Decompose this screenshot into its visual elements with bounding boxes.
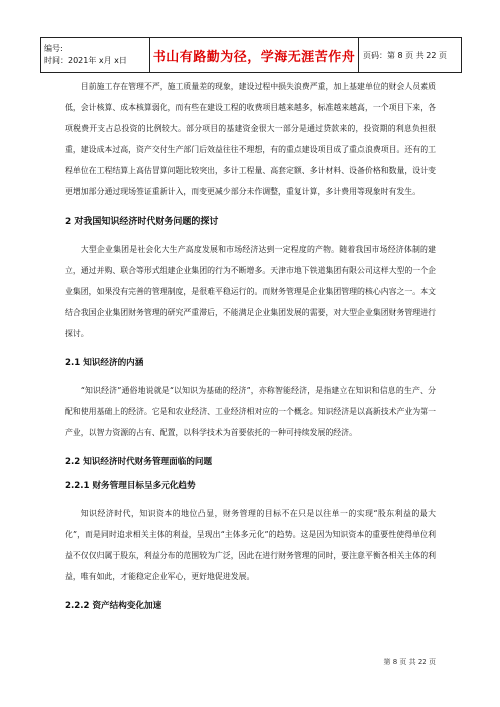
header-number-label: 编号: bbox=[44, 44, 63, 53]
paragraph-construction: 目前施工存在管理不严，施工质量差的现象，建设过程中损失浪费严重，加上基建单位的财会人员素质低，会计核算、成本核算弱化，而有些在建设工程的收费项目越来越多，标准越来越高，一个项目下来，各项税费开支占总投资的比例较大。部分项目的基建资金很大一部分是通过贷款来的，投资期的利息负担很重，建设成本过高，资产交付生产部门后效益往往不理想，有的重点建设项目成了重点浪费项目。还有的工程单位在工程结算上高估冒算问题比较突出，多计工程量、高套定额、多计材料、设备价格和数量，设计变更增加部分通过现场签证重新计入，而变更减少部分未作调整，重复计算，多计费用等现象时有发生。 bbox=[65, 82, 436, 196]
paragraph-knowledge-economy: “知识经济”通俗地说就是“以知识为基础的经济”，亦称智能经济，是指建立在知识和信息的生产、分配和使用基础上的经济。它是和农业经济、工业经济相对应的一个概念。知识经济是以高新技术产业为第一产业，以智力资源的占有、配置，以科学技术为首要依托的一种可持续发展的经济。 bbox=[65, 386, 436, 437]
section-heading-2-2-2: 2.2.2 资产结构变化加速 bbox=[65, 601, 162, 611]
section-heading-2-1: 2.1 知识经济的内涵 bbox=[65, 358, 144, 368]
header-time-label: 时间：2021年 x月 x日 bbox=[44, 56, 127, 65]
page-header bbox=[40, 37, 462, 73]
paragraph-financial-goal: 知识经济时代，知识资本的地位凸显，财务管理的目标不在只是以往单一的实现“股东利益的最大化”，而是同时追求相关主体的利益，呈现出“主体多元化”的趋势。这是因为知识资本的重要性使得单位利益不仅仅归属于股东，利益分布的范围较为广泛，因此在进行财务管理的同时，要注意平衡各相关主体的利益，唯有如此，才能稳定企业军心，更好地促进发展。 bbox=[65, 509, 436, 581]
header-motto: 书山有路勤为径，学海无涯苦作舟 bbox=[152, 49, 356, 65]
page-footer: 第 8 页 共 22 页 bbox=[383, 658, 436, 666]
header-page-cell bbox=[359, 38, 461, 72]
document-body bbox=[65, 76, 436, 623]
section-heading-2-2-1: 2.2.1 财务管理目标呈多元化趋势 bbox=[65, 481, 196, 491]
section-heading-2-2: 2.2 知识经济时代财务管理面临的问题 bbox=[65, 457, 213, 467]
section-heading-2: 2 对我国知识经济时代财务问题的探讨 bbox=[65, 217, 219, 227]
header-page-label: 页码：第 8 页 共 22 页 bbox=[363, 50, 447, 60]
header-meta bbox=[41, 38, 149, 72]
paragraph-enterprise-group: 大型企业集团是社会化大生产高度发展和市场经济达到一定程度的产物。随着我国市场经济体制的建立，通过并购、联合等形式组建企业集团的行为不断增多。天津市地下铁道集团有限公司这样大型的一个企业集团，如果没有完善的管理制度，是很难平稳运行的。而财务管理是企业集团管理的核心内容之一。本文结合我国企业集团财务管理的研究严重滞后，不能满足企业集团发展的需要，对大型企业集团财务管理进行探讨。 bbox=[65, 245, 436, 338]
header-motto-cell bbox=[149, 38, 359, 72]
